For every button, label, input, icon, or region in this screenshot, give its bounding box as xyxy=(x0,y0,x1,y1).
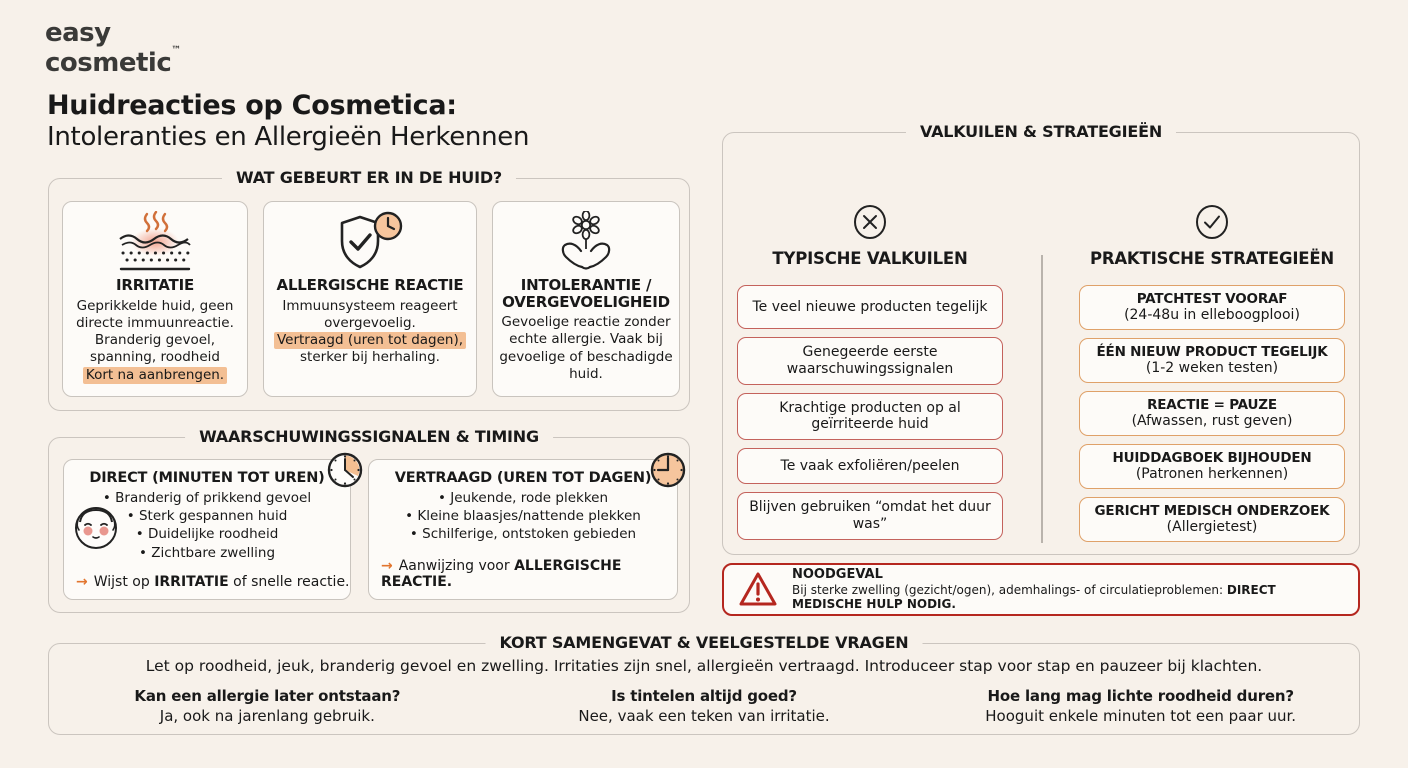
strategy-title: REACTIE = PAUZE xyxy=(1147,396,1277,413)
conclusion-text: Aanwijzing voor xyxy=(398,558,515,574)
strategy-title: PATCHTEST VOORAF xyxy=(1136,291,1288,307)
page-title xyxy=(47,90,529,153)
conclusion-bold: ALLERGISCHE REACTIE. xyxy=(381,558,622,590)
section-skin-reactions xyxy=(48,168,690,411)
strategy-subtitle: (24-48u in elleboogplooi) xyxy=(1124,307,1300,324)
logo-line1: easy xyxy=(45,18,111,48)
faq-item xyxy=(486,686,923,727)
check-circle-icon xyxy=(1195,204,1229,240)
strategy-subtitle: (Allergietest) xyxy=(1166,519,1258,536)
bullet-item: • Kleine blaasjes/nattende plekken xyxy=(405,508,641,525)
strategy-item xyxy=(1079,285,1345,330)
pitfalls-column-title: TYPISCHE VALKUILEN xyxy=(772,249,968,268)
faq-answer: Ja, ook na jarenlang gebruik. xyxy=(159,707,375,726)
column-divider xyxy=(1041,255,1043,543)
strategy-item xyxy=(1079,338,1345,383)
pitfall-item: Blijven gebruiken “omdat het duur was” xyxy=(737,492,1003,540)
blush-face-icon xyxy=(72,504,120,552)
emergency-title: NOODGEVAL xyxy=(792,567,883,583)
emergency-bold: DIRECT MEDISCHE HULP NODIG. xyxy=(792,582,1276,612)
section-summary xyxy=(48,633,1360,735)
strategy-item xyxy=(1079,391,1345,436)
logo-line2: cosmetic xyxy=(45,48,172,78)
section-timing xyxy=(48,427,690,613)
bullet-item: • Jeukende, rode plekken xyxy=(437,490,609,506)
faq-question: Kan een allergie later ontstaan? xyxy=(134,687,401,705)
page-title-line1: Huidreacties op Cosmetica: xyxy=(47,90,457,121)
card-intolerantie-title-line2: OVERGEVOELIGHEID xyxy=(502,292,670,311)
card-irritatie-title: IRRITATIE xyxy=(115,276,195,294)
strategy-item xyxy=(1079,444,1345,489)
skin-irritation-icon xyxy=(112,210,198,274)
shield-clock-icon xyxy=(333,210,407,274)
summary-text: Let op roodheid, jeuk, branderig gevoel en zwelling. Irritaties zijn snel, allergieën vertraagd. Introduceer stap voor stap en pauzeer bij klachten. xyxy=(145,657,1263,675)
card-irritatie-text: Geprikkelde huid, geen directe immuunreactie. Branderig gevoel, spanning, roodheid xyxy=(76,297,234,366)
card-vertraagd-conclusion xyxy=(381,558,677,590)
card-direct-title: DIRECT (MINUTEN TOT UREN) xyxy=(89,470,325,486)
clock-quarter-icon xyxy=(326,451,364,489)
card-irritatie xyxy=(62,201,248,397)
bullet-item: • Schilferige, ontstoken gebieden xyxy=(409,526,637,543)
card-vertraagd-title: VERTRAAGD (UREN TOT DAGEN) xyxy=(394,470,652,486)
arrow-right-icon: → xyxy=(381,558,393,574)
card-allergisch-text-after: sterker bij herhaling. xyxy=(300,349,440,366)
card-allergisch-text: Immuunsysteem reageert overgevoelig. xyxy=(282,297,458,331)
bullet-item: • Zichtbare zwelling xyxy=(138,544,276,561)
strategies-column-title: PRAKTISCHE STRATEGIEËN xyxy=(1089,249,1335,268)
faq-item xyxy=(49,686,486,727)
card-vertraagd xyxy=(368,459,678,600)
strategy-title: HUIDDAGBOEK BIJHOUDEN xyxy=(1112,449,1312,466)
section-timing-heading: WAARSCHUWINGSSIGNALEN & TIMING xyxy=(185,427,553,446)
pitfalls-list xyxy=(737,285,1003,540)
conclusion-text: of snelle reactie. xyxy=(228,574,350,590)
card-direct-conclusion xyxy=(76,574,350,590)
section-pitfalls-strategies xyxy=(722,122,1360,555)
hands-flower-icon xyxy=(554,210,618,274)
strategy-subtitle: (1-2 weken testen) xyxy=(1145,360,1279,377)
card-intolerantie-title-line1: INTOLERANTIE / xyxy=(520,276,652,294)
pitfall-item: Genegeerde eerste waarschuwingssignalen xyxy=(737,337,1003,385)
pitfall-item: Krachtige producten op al geïrriteerde huid xyxy=(737,393,1003,441)
strategy-item xyxy=(1079,497,1345,542)
conclusion-text: Wijst op xyxy=(93,574,155,590)
card-allergisch-highlight: Vertraagd (uren tot dagen), xyxy=(274,332,466,349)
section-skin-heading: WAT GEBEURT ER IN DE HUID? xyxy=(222,168,516,187)
bullet-item: • Sterk gespannen huid xyxy=(126,508,288,525)
card-irritatie-highlight: Kort na aanbrengen. xyxy=(83,367,227,384)
bullet-item: • Duidelijke roodheid xyxy=(135,526,279,543)
section-summary-heading: KORT SAMENGEVAT & VEELGESTELDE VRAGEN xyxy=(485,633,922,652)
faq-question: Hoe lang mag lichte roodheid duren? xyxy=(987,687,1294,705)
faq-question: Is tintelen altijd goed? xyxy=(611,687,797,705)
trademark-symbol: ™ xyxy=(171,45,181,56)
faq-answer: Hooguit enkele minuten tot een paar uur. xyxy=(985,707,1297,726)
pitfall-item: Te veel nieuwe producten tegelijk xyxy=(737,285,1003,329)
card-direct xyxy=(63,459,351,600)
card-vertraagd-bullets xyxy=(377,489,669,544)
strategy-subtitle: (Afwassen, rust geven) xyxy=(1131,413,1293,430)
bullet-item: • Branderig of prikkend gevoel xyxy=(102,490,312,506)
strategy-title: ÉÉN NIEUW PRODUCT TEGELIJK xyxy=(1096,343,1328,360)
conclusion-bold: IRRITATIE xyxy=(154,574,229,590)
strategy-title: GERICHT MEDISCH ONDERZOEK xyxy=(1094,502,1330,519)
brand-logo xyxy=(45,20,181,76)
pitfall-item: Te vaak exfoliëren/peelen xyxy=(737,448,1003,484)
faq-row xyxy=(49,686,1359,727)
card-intolerantie-text: Gevoelige reactie zonder echte allergie. Vaak bij gevoelige of beschadigde huid. xyxy=(499,314,673,382)
faq-item xyxy=(922,686,1359,727)
card-intolerantie xyxy=(492,201,680,397)
arrow-right-icon: → xyxy=(76,574,88,590)
card-allergische-reactie xyxy=(263,201,477,397)
card-allergisch-title: ALLERGISCHE REACTIE xyxy=(276,276,464,294)
section-pitfalls-heading: VALKUILEN & STRATEGIEËN xyxy=(906,122,1176,141)
emergency-text: Bij sterke zwelling (gezicht/ogen), ademhalings- of circulatieproblemen: xyxy=(792,582,1227,597)
faq-answer: Nee, vaak een teken van irritatie. xyxy=(578,707,830,726)
x-circle-icon xyxy=(853,204,887,240)
strategies-list xyxy=(1079,285,1345,542)
warning-triangle-icon xyxy=(738,571,778,608)
clock-filled-icon xyxy=(649,451,687,489)
strategy-subtitle: (Patronen herkennen) xyxy=(1135,466,1289,483)
emergency-box xyxy=(722,563,1360,616)
page-title-line2: Intoleranties en Allergieën Herkennen xyxy=(47,121,530,152)
